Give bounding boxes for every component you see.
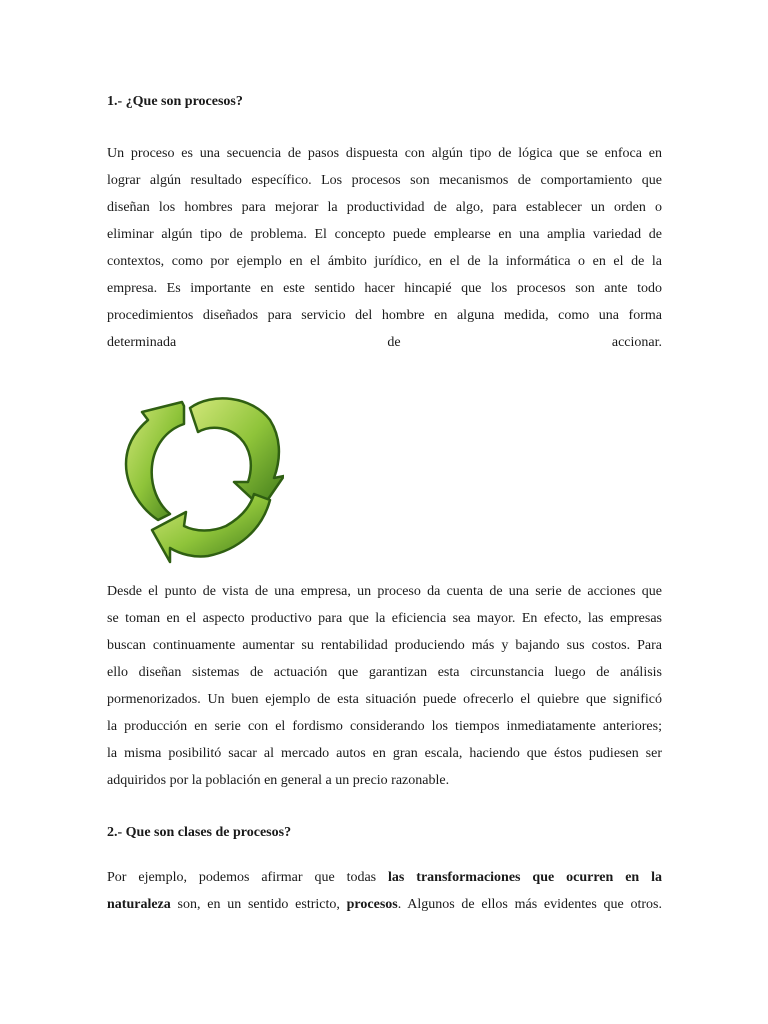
text-run: son, en un sentido estricto,	[170, 897, 347, 912]
paragraph-line: se toman en el aspecto productivo para que la eficiencia sea mayor. En efecto, las empresas	[107, 611, 662, 626]
paragraph-line: Un proceso es una secuencia de pasos dispuesta con algún tipo de lógica que se enfoca en	[107, 146, 662, 161]
text-run: Por ejemplo, podemos afirmar que todas	[107, 870, 389, 885]
bold-text-run: las transformaciones que ocurren en la	[388, 870, 663, 885]
paragraph-line	[107, 895, 662, 915]
bold-text-run: naturaleza	[107, 897, 171, 912]
arrow-segment	[152, 494, 270, 562]
paragraph-line-justified: determinada de accionar.	[107, 335, 662, 350]
paragraph-line: la misma posibilitó sacar al mercado autos en gran escala, haciendo que éstos pudiesen ser	[107, 746, 662, 761]
paragraph-line: la producción en serie con el fordismo considerando los tiempos inmediatamente anteriores;	[107, 719, 662, 734]
paragraph-line: pormenorizados. Un buen ejemplo de esta situación puede ofrecerlo el quiebre que significó	[107, 692, 662, 707]
paragraph-line	[107, 868, 662, 888]
paragraph-line: buscan continuamente aumentar su rentabilidad produciendo más y bajando sus costos. Para	[107, 638, 662, 653]
paragraph-line: procedimientos diseñados para servicio del hombre en alguna medida, como una forma	[107, 308, 662, 323]
text-run: . Algunos de ellos más evidentes que otros.	[397, 897, 663, 912]
paragraph-line: ello diseñan sistemas de actuación que garantizan esta circunstancia luego de análisis	[107, 665, 662, 680]
recycle-arrows-icon	[112, 390, 284, 564]
paragraph-line: Desde el punto de vista de una empresa, un proceso da cuenta de una serie de acciones que	[107, 584, 662, 599]
paragraph-line: empresa. Es importante en este sentido hacer hincapié que los procesos son ante todo	[107, 281, 662, 296]
arrow-segment	[126, 402, 184, 520]
paragraph-line: adquiridos por la población en general a un precio razonable.	[107, 773, 450, 788]
arrow-segment	[190, 398, 284, 508]
section-1-heading: 1.- ¿Que son procesos?	[107, 94, 243, 109]
paragraph-line: diseñan los hombres para mejorar la productividad de algo, para establecer un orden o	[107, 200, 662, 215]
paragraph-line: lograr algún resultado específico. Los procesos son mecanismos de comportamiento que	[107, 173, 662, 188]
paragraph-line: contextos, como por ejemplo en el ámbito jurídico, en el de la informática o en el de la	[107, 254, 662, 269]
section-2-heading: 2.- Que son clases de procesos?	[107, 825, 292, 840]
paragraph-line: eliminar algún tipo de problema. El concepto puede emplearse en una amplia variedad de	[107, 227, 662, 242]
bold-text-run: procesos	[346, 897, 398, 912]
